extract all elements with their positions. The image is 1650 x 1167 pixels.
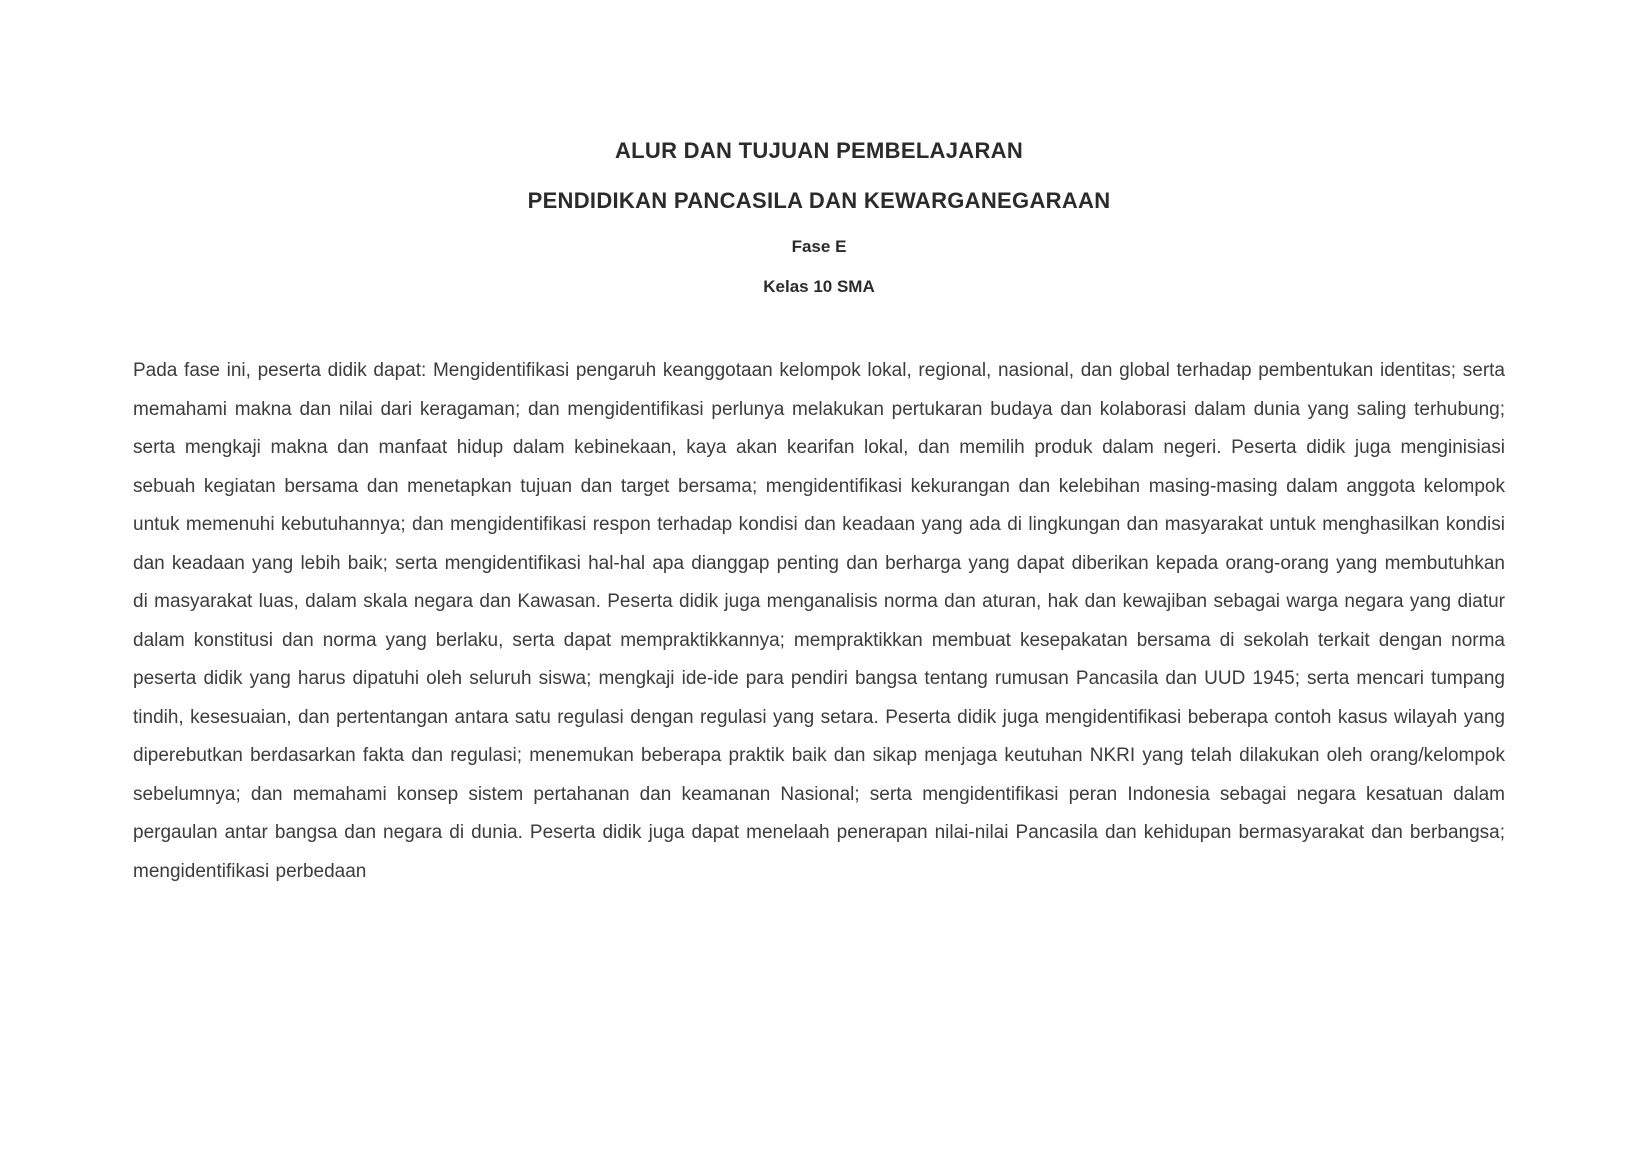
- grade-label: Kelas 10 SMA: [763, 277, 875, 296]
- body-paragraph: Pada fase ini, peserta didik dapat: Mengidentifikasi pengaruh keanggotaan kelompok lokal, regional, nasional, dan global terhadap pembentukan identitas; serta memahami makna dan nilai dari keragaman; dan mengidentifikasi perlunya melakukan pertukaran budaya dan kolaborasi dalam dunia yang saling terhubung; serta mengkaji makna dan manfaat hidup dalam kebinekaan, kaya akan kearifan lokal, dan memilih produk dalam negeri. Peserta didik juga menginisiasi sebuah kegiatan bersama dan menetapkan tujuan dan target bersama; mengidentifikasi kekurangan dan kelebihan masing-masing dalam anggota kelompok untuk memenuhi kebutuhannya; dan mengidentifikasi respon terhadap kondisi dan keadaan yang ada di lingkungan dan masyarakat untuk menghasilkan kondisi dan keadaan yang lebih baik; serta mengidentifikasi hal-hal apa dianggap penting dan berharga yang dapat diberikan kepada orang-orang yang membutuhkan di masyarakat luas, dalam skala negara dan Kawasan. Peserta didik juga menganalisis norma dan aturan, hak dan kewajiban sebagai warga negara yang diatur dalam konstitusi dan norma yang berlaku, serta dapat mempraktikkannya; mempraktikkan membuat kesepakatan bersama di sekolah terkait dengan norma peserta didik yang harus dipatuhi oleh seluruh siswa; mengkaji ide-ide para pendiri bangsa tentang rumusan Pancasila dan UUD 1945; serta mencari tumpang tindih, kesesuaian, dan pertentangan antara satu regulasi dengan regulasi yang setara. Peserta didik juga mengidentifikasi beberapa contoh kasus wilayah yang diperebutkan berdasarkan fakta dan regulasi; menemukan beberapa praktik baik dan sikap menjaga keutuhan NKRI yang telah dilakukan oleh orang/kelompok sebelumnya; dan memahami konsep sistem pertahanan dan keamanan Nasional; serta mengidentifikasi peran Indonesia sebagai negara kesatuan dalam pergaulan antar bangsa dan negara di dunia. Peserta didik juga dapat menelaah penerapan nilai-nilai Pancasila dan kehidupan bermasyarakat dan berbangsa; mengidentifikasi perbedaan: [133, 360, 1505, 882]
- document-title-line-2: PENDIDIKAN PANCASILA DAN KEWARGANEGARAAN: [527, 188, 1111, 213]
- document-title-line-1: ALUR DAN TUJUAN PEMBELAJARAN: [614, 138, 1024, 163]
- phase-label: Fase E: [791, 237, 847, 256]
